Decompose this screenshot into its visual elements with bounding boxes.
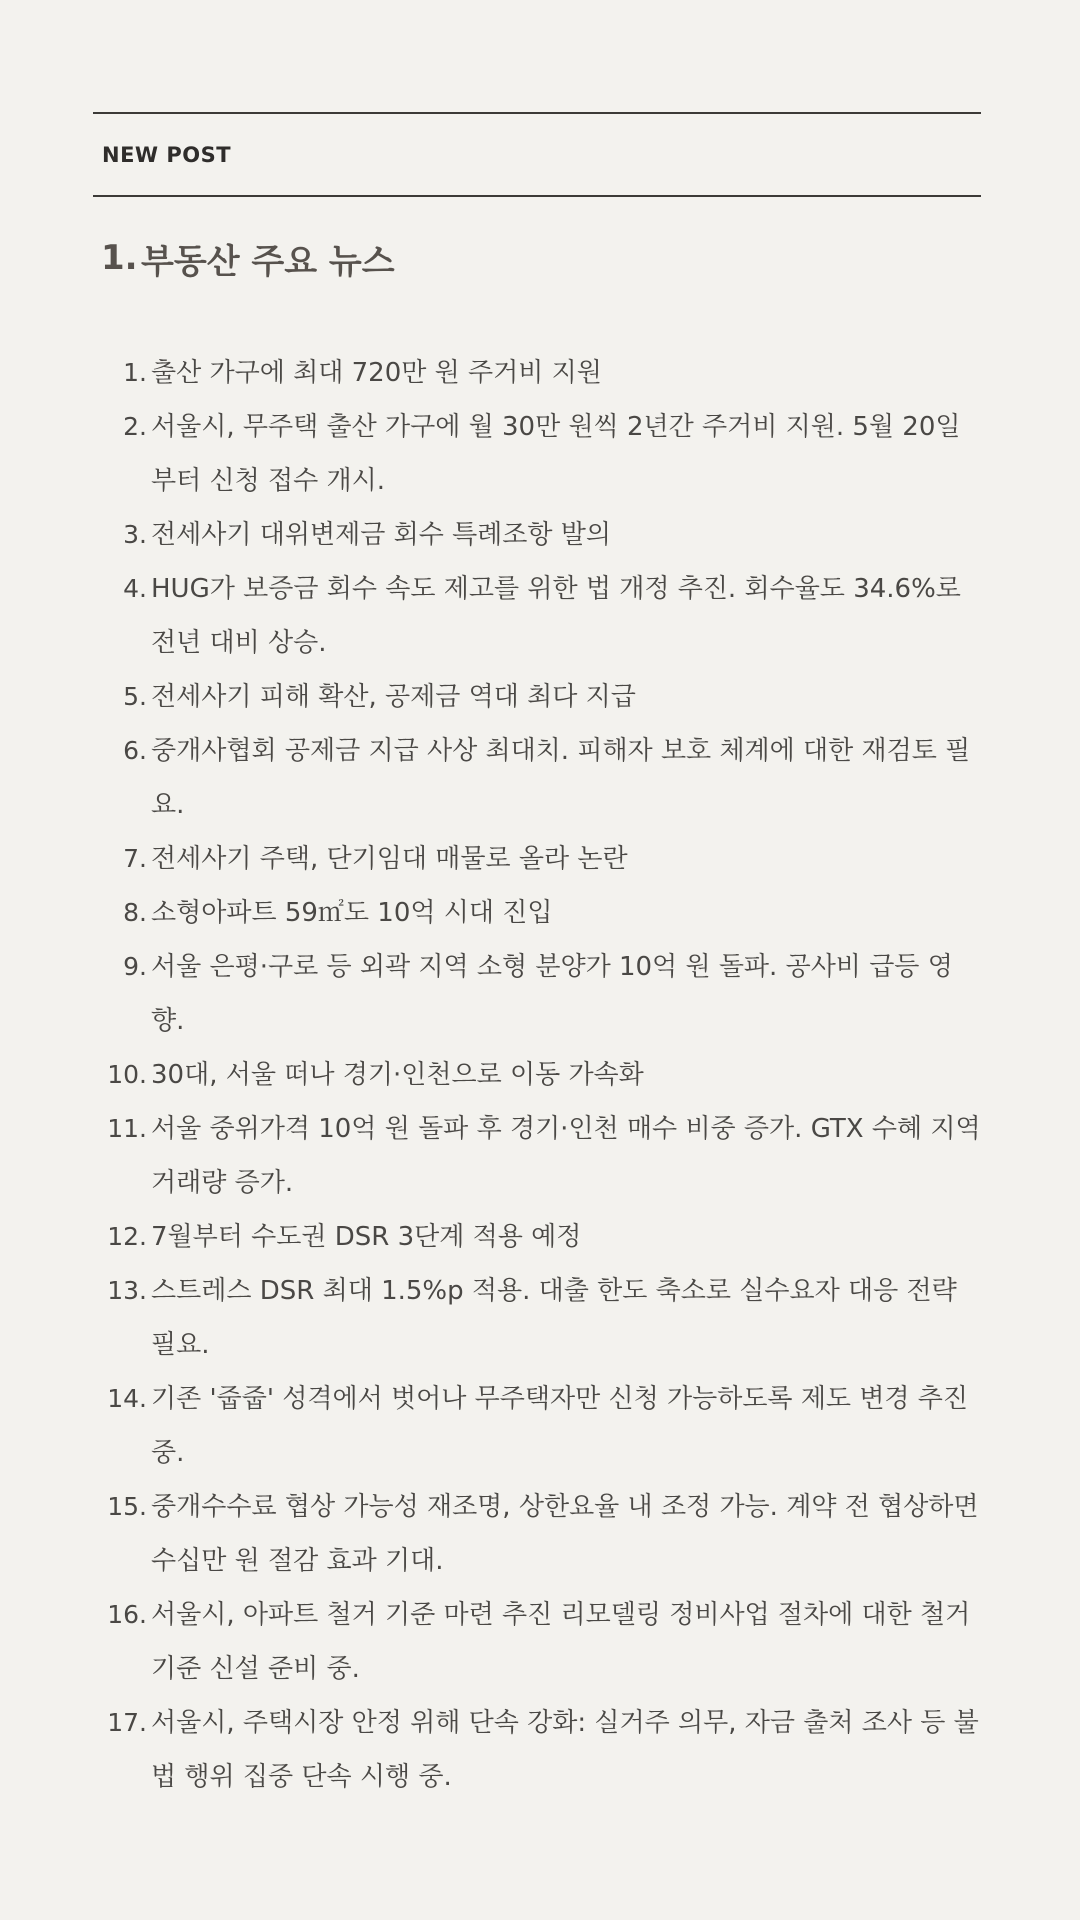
news-item-text: 전세사기 피해 확산, 공제금 역대 최다 지급: [151, 682, 636, 712]
news-item: [93, 832, 981, 886]
news-item-text: 서울시, 주택시장 안정 위해 단속 강화: 실거주 의무, 자금 출처 조사 등 불법 행위 집중 단속 시행 중.: [151, 1708, 979, 1792]
news-item-text: 기존 '줍줍' 성격에서 벗어나 무주택자만 신청 가능하도록 제도 변경 추진 중.: [151, 1384, 969, 1468]
news-item-number: 7.: [123, 844, 147, 873]
post-container: [93, 0, 981, 1804]
news-item: [93, 1102, 981, 1210]
news-item-text: 전세사기 대위변제금 회수 특례조항 발의: [151, 520, 612, 550]
news-item: [93, 1210, 981, 1264]
news-item: [93, 940, 981, 1048]
news-item-number: 9.: [123, 952, 147, 981]
bottom-divider: [93, 195, 981, 197]
news-item-number: 17.: [107, 1708, 147, 1737]
news-item: [93, 400, 981, 508]
news-item: [93, 724, 981, 832]
news-list: [93, 346, 981, 1804]
news-item: [93, 1048, 981, 1102]
news-item-text: HUG가 보증금 회수 속도 제고를 위한 법 개정 추진. 회수율도 34.6%로 전년 대비 상승.: [151, 574, 961, 658]
news-item-number: 3.: [123, 520, 147, 549]
news-item-text: 전세사기 주택, 단기임대 매물로 올라 논란: [151, 844, 628, 874]
news-item-text: 중개수수료 협상 가능성 재조명, 상한요율 내 조정 가능. 계약 전 협상하면 수십만 원 절감 효과 기대.: [151, 1492, 979, 1576]
page-title: [93, 233, 981, 283]
news-item: [93, 508, 981, 562]
news-item-text: 서울 중위가격 10억 원 돌파 후 경기·인천 매수 비중 증가. GTX 수혜 지역 거래량 증가.: [151, 1114, 981, 1198]
news-item: [93, 886, 981, 940]
news-item-text: 서울시, 아파트 철거 기준 마련 추진 리모델링 정비사업 절차에 대한 철거기준 신설 준비 중.: [151, 1600, 971, 1684]
news-item-number: 6.: [123, 736, 147, 765]
section-label: NEW POST: [102, 142, 232, 167]
news-item-number: 14.: [107, 1384, 147, 1413]
news-item-text: 스트레스 DSR 최대 1.5%p 적용. 대출 한도 축소로 실수요자 대응 전략 필요.: [151, 1276, 957, 1360]
news-item: [93, 1696, 981, 1804]
news-item: [93, 1588, 981, 1696]
news-item-text: 출산 가구에 최대 720만 원 주거비 지원: [151, 358, 602, 388]
news-item-number: 11.: [107, 1114, 147, 1143]
news-item: [93, 1480, 981, 1588]
news-item-number: 5.: [123, 682, 147, 711]
news-item: [93, 670, 981, 724]
news-item-number: 8.: [123, 898, 147, 927]
news-item-text: 7월부터 수도권 DSR 3단계 적용 예정: [151, 1222, 582, 1252]
heading-title: 부동산 주요 뉴스: [141, 241, 395, 282]
news-item-text: 중개사협회 공제금 지급 사상 최대치. 피해자 보호 체계에 대한 재검토 필요.: [151, 736, 971, 820]
news-item-number: 10.: [107, 1060, 147, 1089]
news-item: [93, 1264, 981, 1372]
news-item-number: 4.: [123, 574, 147, 603]
news-item-text: 서울시, 무주택 출산 가구에 월 30만 원씩 2년간 주거비 지원. 5월 20일부터 신청 접수 개시.: [151, 412, 961, 496]
news-item: [93, 562, 981, 670]
news-item-text: 소형아파트 59㎡도 10억 시대 진입: [151, 898, 553, 928]
news-item-number: 2.: [123, 412, 147, 441]
news-item-number: 16.: [107, 1600, 147, 1629]
heading-number: 1.: [101, 238, 138, 278]
news-item: [93, 346, 981, 400]
news-item-number: 15.: [107, 1492, 147, 1521]
news-item-number: 1.: [123, 358, 147, 387]
news-item-number: 13.: [107, 1276, 147, 1305]
news-item: [93, 1372, 981, 1480]
news-item-text: 30대, 서울 떠나 경기·인천으로 이동 가속화: [151, 1060, 644, 1090]
news-item-text: 서울 은평·구로 등 외곽 지역 소형 분양가 10억 원 돌파. 공사비 급등 영향.: [151, 952, 953, 1036]
news-item-number: 12.: [107, 1222, 147, 1251]
